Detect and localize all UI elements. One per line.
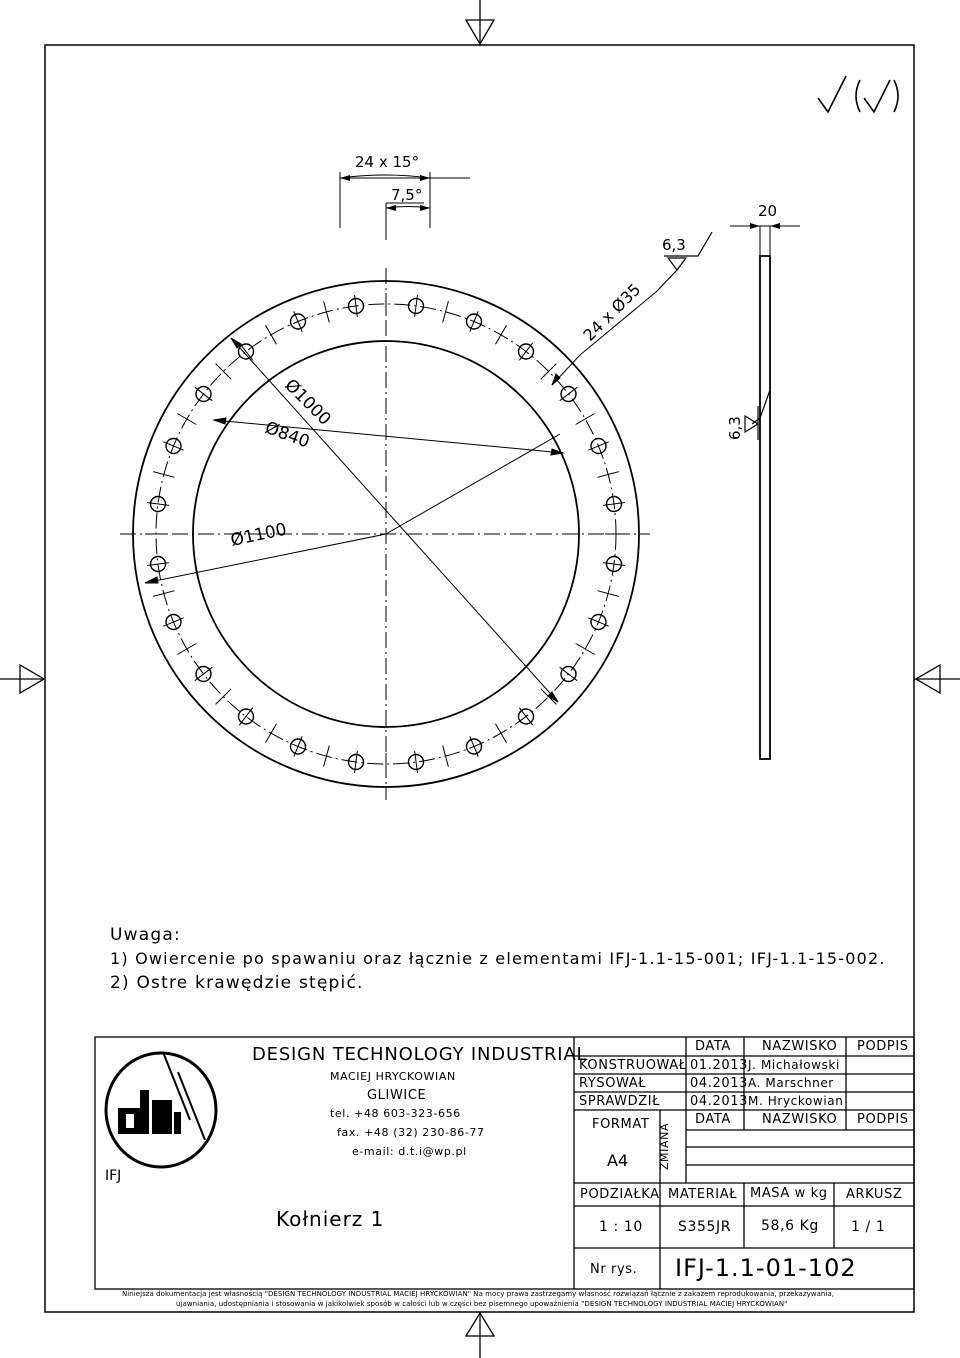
copyright-line-1: Niniejsza dokumentacja jest własnością "DESIGN TECHNOLOGY INDUSTRIAL MACIEJ HRYCKOWIAN" Na mocy prawa zastrzegamy własność rozwiązań łącznie z zakazem reprodukowania, przekazywania, — [122, 1290, 835, 1298]
change-header-sign: PODPIS — [857, 1112, 909, 1127]
company-email: e-mail: d.t.i@wp.pl — [352, 1145, 467, 1158]
hole-tick — [153, 472, 174, 478]
hole-tick — [496, 724, 507, 743]
general-surface-symbol — [818, 76, 898, 112]
notes-line-2: 2) Ostre krawędzie stępić. — [110, 973, 364, 993]
hole-tick — [177, 644, 196, 655]
sheet-label: ARKUSZ — [846, 1187, 903, 1202]
sig-date-3: 04.2013 — [690, 1094, 748, 1109]
hole-tick — [496, 325, 507, 344]
surface-top: 6,3 — [662, 236, 686, 254]
copyright-line-2: ujawniania, udostępniania i stosowania w jakikolwiek sposób w całości lub w części bez pisemnego upoważnienia "DESIGN TECHNOLOGY INDUSTRIAL MACIEJ HRYCKOWIAN" — [176, 1300, 788, 1308]
dim-d840: Ø840 — [262, 417, 313, 453]
company-code: IFJ — [105, 1168, 122, 1184]
scale-label: PODZIAŁKA — [580, 1187, 660, 1202]
angular-dimension — [340, 172, 470, 240]
hole-tick — [443, 746, 449, 767]
hole-tick — [324, 301, 330, 322]
hole-tick — [598, 591, 619, 597]
hole-tick — [443, 301, 449, 322]
sig-role-3: SPRAWDZIŁ — [579, 1094, 661, 1109]
company-tel: tel. +48 603-323-656 — [330, 1107, 461, 1120]
sig-header-date: DATA — [695, 1039, 731, 1054]
sig-date-2: 04.2013 — [690, 1076, 748, 1091]
change-header-name: NAZWISKO — [762, 1112, 838, 1127]
side-view — [730, 226, 800, 759]
company-owner: MACIEJ HRYCKOWIAN — [330, 1070, 456, 1083]
scale-value: 1 : 10 — [599, 1219, 643, 1235]
mass-label: MASA w kg — [750, 1186, 828, 1201]
dim-holes: 24 x Ø35 — [579, 279, 645, 345]
company-fax: fax. +48 (32) 230-86-77 — [337, 1126, 485, 1139]
sig-name-3: M. Hryckowian — [748, 1094, 844, 1108]
dim-angle-total: 24 x 15° — [355, 153, 420, 171]
dim-thickness: 20 — [758, 202, 778, 220]
change-header-date: DATA — [695, 1112, 731, 1127]
hole-tick — [324, 746, 330, 767]
dim-d1100: Ø1100 — [228, 519, 289, 551]
hole-tick — [576, 644, 595, 655]
drawing-number-label: Nr rys. — [590, 1262, 638, 1277]
title-block-lines — [95, 1037, 914, 1289]
part-name: Kołnierz 1 — [276, 1207, 385, 1231]
dim-d1000: Ø1000 — [280, 375, 335, 430]
sig-name-1: J. Michałowski — [748, 1058, 840, 1072]
material-label: MATERIAŁ — [668, 1187, 738, 1202]
format-label: FORMAT — [592, 1117, 650, 1132]
company-name: DESIGN TECHNOLOGY INDUSTRIAL — [252, 1044, 588, 1065]
sheet-value: 1 / 1 — [851, 1219, 886, 1235]
company-logo — [106, 1052, 216, 1167]
hole-tick — [576, 414, 595, 425]
format-value: A4 — [607, 1151, 629, 1170]
mass-value: 58,6 Kg — [761, 1218, 819, 1234]
notes-title: Uwaga: — [110, 925, 181, 945]
sig-role-1: KONSTRUOWAŁ — [579, 1058, 687, 1073]
material-value: S355JR — [678, 1219, 732, 1235]
surface-side: 6,3 — [726, 416, 744, 440]
drawing-number: IFJ-1.1-01-102 — [675, 1254, 857, 1282]
diameter-leaders — [145, 292, 656, 702]
company-city: GLIWICE — [367, 1088, 427, 1103]
hole-tick — [266, 325, 277, 344]
hole-tick — [177, 414, 196, 425]
hole-tick — [153, 591, 174, 597]
notes-line-1: 1) Owiercenie po spawaniu oraz łącznie z elementami IFJ-1.1-15-001; IFJ-1.1-15-002. — [110, 949, 886, 968]
sig-header-sign: PODPIS — [857, 1039, 909, 1054]
sig-role-2: RYSOWAŁ — [579, 1076, 647, 1091]
sig-name-2: A. Marschner — [748, 1076, 834, 1090]
sig-header-name: NAZWISKO — [762, 1039, 838, 1054]
sig-date-1: 01.2013 — [690, 1058, 748, 1073]
change-label: ZMIANA — [658, 1122, 672, 1171]
hole-tick — [266, 724, 277, 743]
hole-tick — [598, 472, 619, 478]
dim-angle-half: 7,5° — [391, 186, 423, 204]
